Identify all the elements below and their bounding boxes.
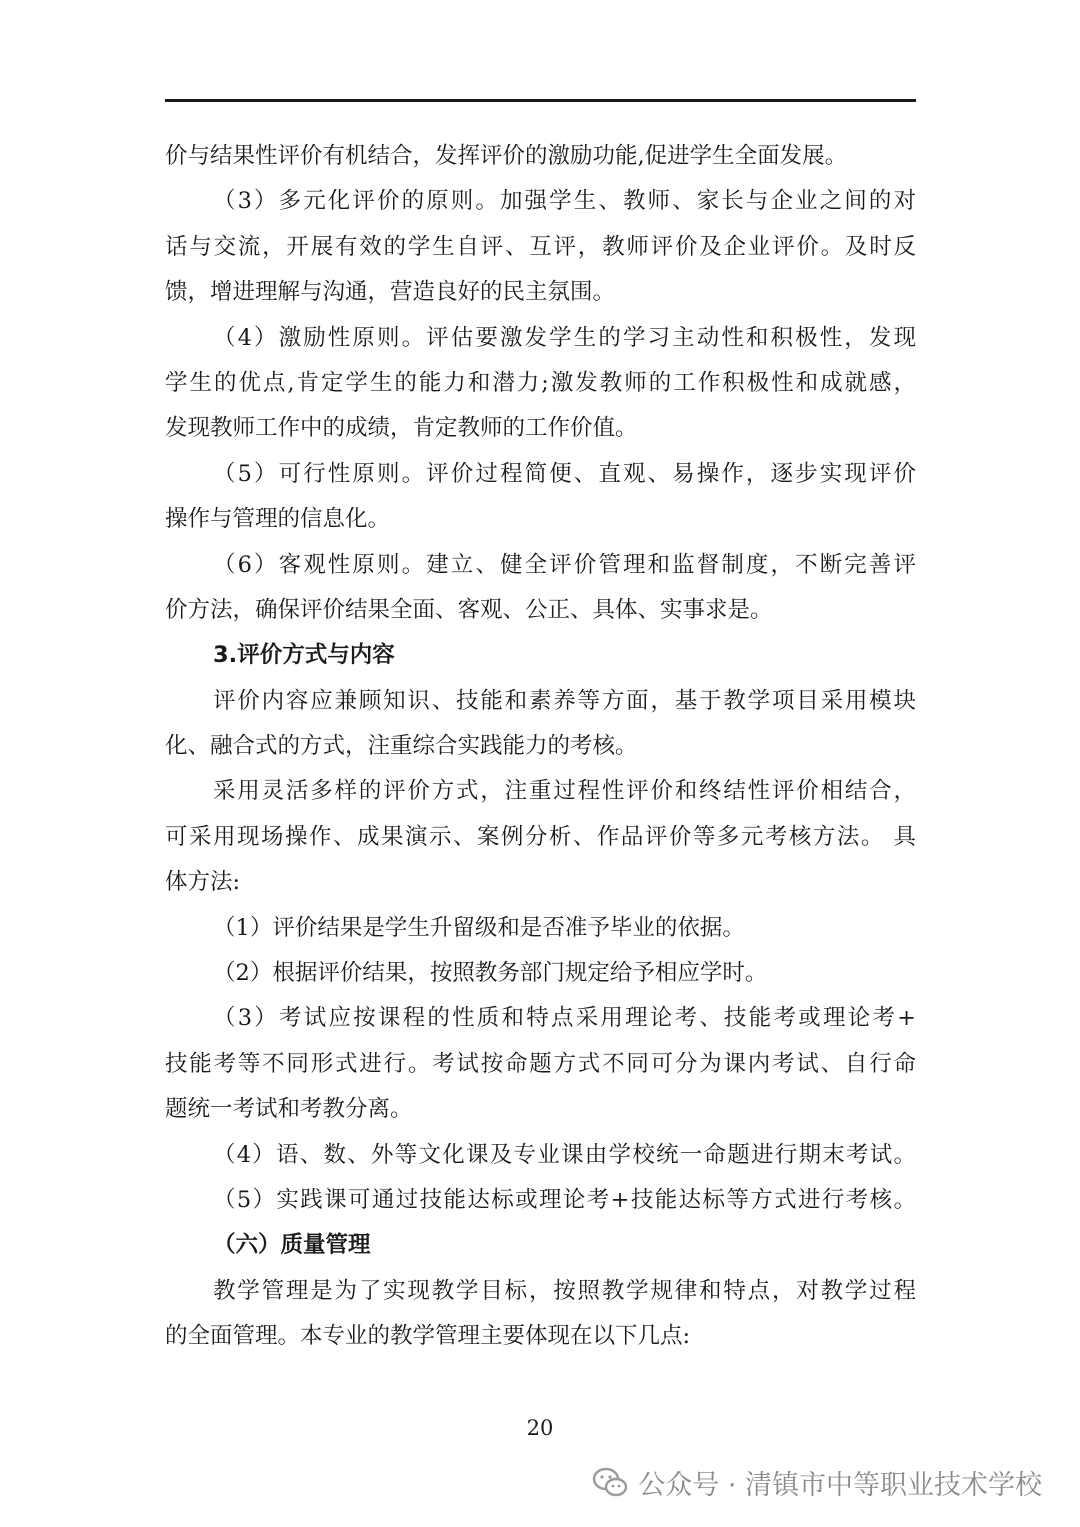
body-line: （4）语、数、外等文化课及专业课由学校统一命题进行期末考试。 — [213, 1141, 916, 1168]
body-line: （5）可行性原则。评价过程简便、直观、易操作，逐步实现评价 — [213, 460, 916, 487]
page-number: 20 — [526, 1416, 554, 1440]
body-line: （3）多元化评价的原则。加强学生、教师、家长与企业之间的对 — [213, 188, 916, 215]
body-line: （4）激励性原则。评估要激发学生的学习主动性和积极性，发现 — [213, 324, 916, 351]
body-line: （5）实践课可通过技能达标或理论考+技能达标等方式进行考核。 — [213, 1186, 916, 1213]
body-line: 操作与管理的信息化。 — [165, 506, 391, 533]
body-line: （2）根据评价结果，按照教务部门规定给予相应学时。 — [213, 960, 768, 987]
body-line: 学生的优点,肯定学生的能力和潜力;激发教师的工作积极性和成就感， — [165, 369, 916, 396]
body-line: （3）考试应按课程的性质和特点采用理论考、技能考或理论考+ — [213, 1005, 916, 1032]
body-line: 评价内容应兼顾知识、技能和素养等方面，基于教学项目采用模块 — [213, 687, 916, 714]
body-line: 的全面管理。本专业的教学管理主要体现在以下几点: — [165, 1323, 691, 1350]
watermark-text: 公众号 · 清镇市中等职业技术学校 — [638, 1469, 1042, 1501]
document-body — [165, 134, 916, 1360]
body-line: 价方法，确保评价结果全面、客观、公正、具体、实事求是。 — [165, 596, 773, 623]
body-line: 话与交流，开展有效的学生自评、互评，教师评价及企业评价。及时反 — [165, 233, 916, 260]
section-heading: （六）质量管理 — [213, 1232, 371, 1259]
body-line: （6）客观性原则。建立、健全评价管理和监督制度，不断完善评 — [213, 551, 916, 578]
body-line: 馈，增进理解与沟通，营造良好的民主氛围。 — [165, 279, 616, 306]
body-line: 可采用现场操作、成果演示、案例分析、作品评价等多元考核方法。 具 — [165, 823, 916, 850]
header-rule — [165, 99, 916, 102]
body-line: 价与结果性评价有机结合，发挥评价的激励功能,促进学生全面发展。 — [165, 143, 848, 169]
body-line: 题统一考试和考教分离。 — [165, 1096, 413, 1123]
wechat-icon — [592, 1466, 628, 1498]
body-line: 技能考等不同形式进行。考试按命题方式不同可分为课内考试、自行命 — [165, 1050, 916, 1077]
section-heading: 3.评价方式与内容 — [213, 642, 395, 669]
body-line: 教学管理是为了实现教学目标，按照教学规律和特点，对教学过程 — [213, 1277, 916, 1304]
wechat-watermark — [592, 1462, 1042, 1502]
body-line: 采用灵活多样的评价方式，注重过程性评价和终结性评价相结合， — [213, 778, 916, 805]
body-line: 化、融合式的方式，注重综合实践能力的考核。 — [165, 733, 638, 760]
body-line: （1）评价结果是学生升留级和是否准予毕业的依据。 — [213, 914, 745, 941]
body-line: 体方法: — [165, 869, 241, 896]
body-line: 发现教师工作中的成绩，肯定教师的工作价值。 — [165, 415, 638, 442]
